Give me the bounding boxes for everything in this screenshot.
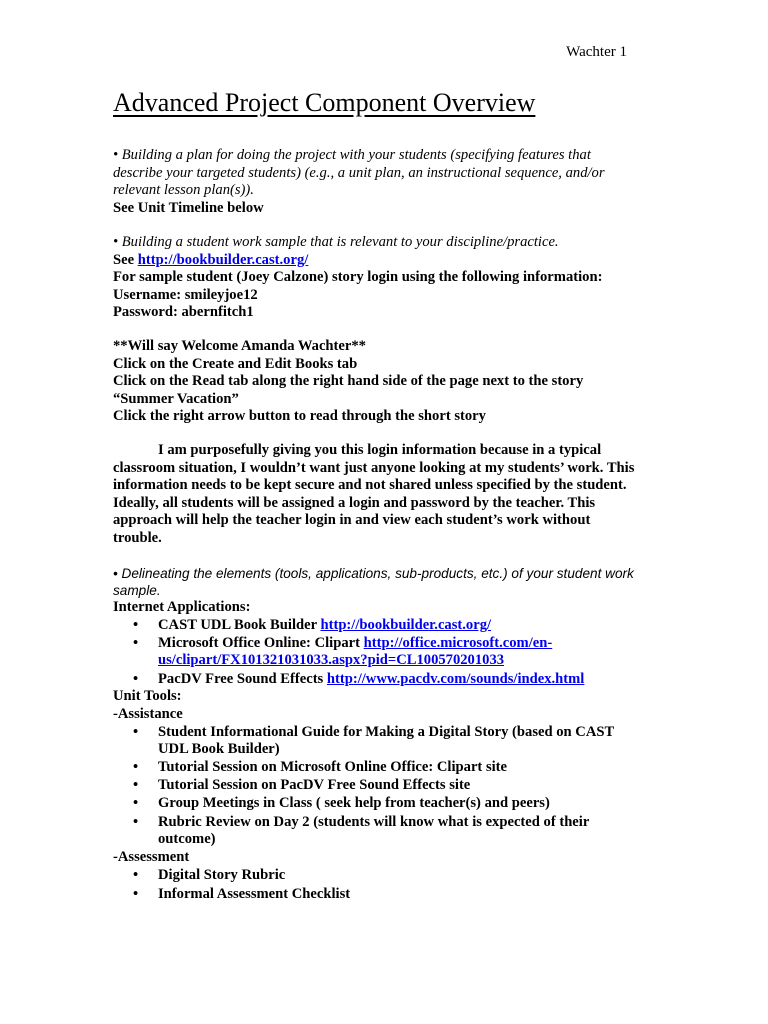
app-item-clipart xyxy=(158,635,552,653)
unit-tools-heading: Unit Tools: xyxy=(113,688,182,704)
assessment-item: Digital Story Rubric xyxy=(158,867,286,883)
step-create-edit: Click on the Create and Edit Books tab xyxy=(113,356,358,372)
see-prefix: See xyxy=(113,252,138,268)
bullet-glyph: • xyxy=(133,724,139,740)
step-read-tab: Click on the Read tab along the right hand side of the page next to the story xyxy=(113,373,584,389)
assistance-item: Student Informational Guide for Making a Digital Story (based on CAST xyxy=(158,724,615,740)
step-right-arrow: Click the right arrow button to read through the short story xyxy=(113,408,486,424)
internet-apps-heading: Internet Applications: xyxy=(113,599,251,615)
bullet-glyph: • xyxy=(133,867,139,883)
elements-bullet-line-1: • Delineating the elements (tools, applications, sub-products, etc.) of your student work xyxy=(113,566,634,581)
app-label: CAST UDL Book Builder xyxy=(158,617,321,633)
plan-bullet-line-3: relevant lesson plan(s)). xyxy=(113,182,254,198)
bookbuilder-link[interactable]: http://bookbuilder.cast.org/ xyxy=(137,252,309,268)
clipart-link-continued xyxy=(158,652,504,670)
app-item-cast xyxy=(158,617,491,635)
paragraph-line-4: Ideally, all students will be assigned a login and password by the teacher. This xyxy=(113,495,596,511)
cast-link[interactable]: http://bookbuilder.cast.org/ xyxy=(320,617,492,633)
password-line: Password: abernfitch1 xyxy=(113,304,254,320)
username-line: Username: smileyjoe12 xyxy=(113,287,258,303)
app-item-pacdv xyxy=(158,671,584,689)
bullet-glyph: • xyxy=(133,795,139,811)
clipart-link[interactable]: http://office.microsoft.com/en- xyxy=(363,635,553,651)
assistance-item: Rubric Review on Day 2 (students will know what is expected of their xyxy=(158,814,590,830)
app-label: Microsoft Office Online: Clipart xyxy=(158,635,364,651)
bullet-glyph: • xyxy=(133,635,139,651)
step-story-title: “Summer Vacation” xyxy=(113,391,239,407)
bullet-glyph: • xyxy=(133,759,139,775)
assistance-item-continued: outcome) xyxy=(158,831,216,847)
step-welcome: **Will say Welcome Amanda Wachter** xyxy=(113,338,366,354)
paragraph-line-6: trouble. xyxy=(113,530,162,546)
assistance-item: Tutorial Session on Microsoft Online Office: Clipart site xyxy=(158,759,508,775)
paragraph-line-3: information needs to be kept secure and not shared unless specified by the student. xyxy=(113,477,627,493)
paragraph-line-5: approach will help the teacher login in and view each student’s work without xyxy=(113,512,591,528)
assistance-item: Group Meetings in Class ( seek help from teacher(s) and peers) xyxy=(158,795,550,811)
clipart-link-part-2[interactable]: us/clipart/FX101321031033.aspx?pid=CL100570201033 xyxy=(158,652,505,668)
unit-timeline-note: See Unit Timeline below xyxy=(113,200,264,216)
page-title: Advanced Project Component Overview xyxy=(113,88,536,117)
elements-bullet-line-2: sample. xyxy=(113,583,161,598)
bullet-glyph: • xyxy=(133,617,139,633)
page-header: Wachter 1 xyxy=(566,44,627,60)
bullet-glyph: • xyxy=(133,777,139,793)
bullet-glyph: • xyxy=(133,671,139,687)
assistance-item: Tutorial Session on PacDV Free Sound Effects site xyxy=(158,777,471,793)
assistance-item-continued: UDL Book Builder) xyxy=(158,741,280,757)
work-sample-bullet: • Building a student work sample that is relevant to your discipline/practice. xyxy=(113,234,559,250)
bullet-glyph: • xyxy=(133,886,139,902)
login-intro: For sample student (Joey Calzone) story login using the following information: xyxy=(113,269,603,285)
plan-bullet-line-2: describe your targeted students) (e.g., a unit plan, an instructional sequence, and/or xyxy=(113,165,605,181)
pacdv-link[interactable]: http://www.pacdv.com/sounds/index.html xyxy=(326,671,585,687)
assistance-heading: -Assistance xyxy=(113,706,183,722)
bullet-glyph: • xyxy=(133,814,139,830)
app-label: PacDV Free Sound Effects xyxy=(158,671,327,687)
paragraph-line-1: I am purposefully giving you this login information because in a typical xyxy=(158,442,602,458)
paragraph-line-2: classroom situation, I wouldn’t want just anyone looking at my students’ work. This xyxy=(113,460,635,476)
see-link-line xyxy=(113,252,308,270)
plan-bullet-line-1: • Building a plan for doing the project with your students (specifying features that xyxy=(113,147,591,163)
assessment-item: Informal Assessment Checklist xyxy=(158,886,351,902)
assessment-heading: -Assessment xyxy=(113,849,190,865)
